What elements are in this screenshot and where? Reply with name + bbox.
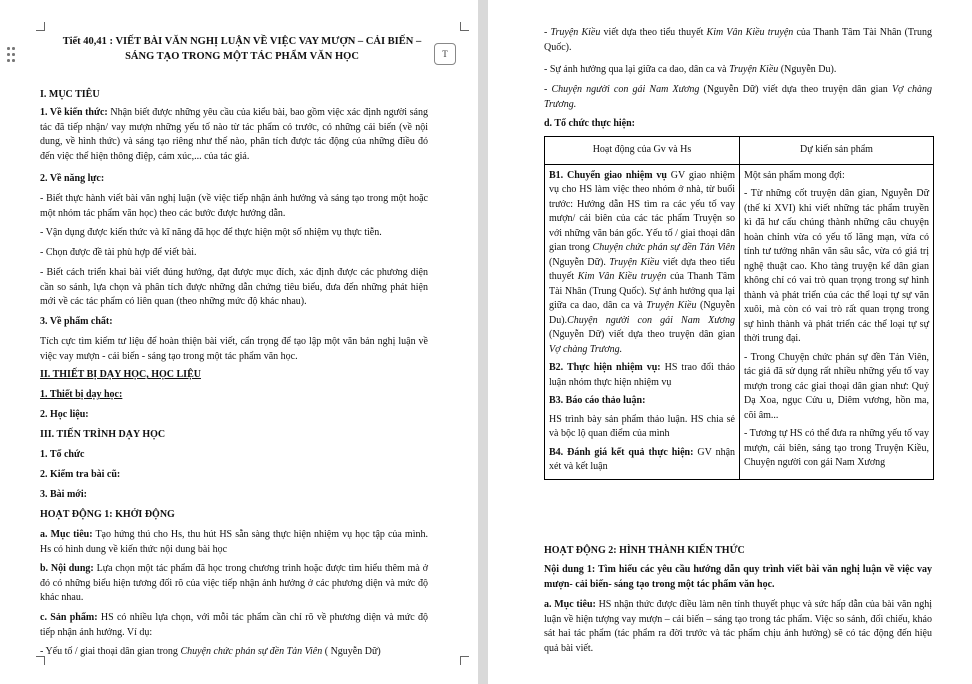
drag-handle-icon[interactable] [7,47,17,63]
paragraph: - Chọn được đề tài phù hợp để viết bài. [40,247,197,258]
italic-text: Truyện Kiều [550,27,601,38]
table-header-cell: Hoạt động của Gv và Hs [545,137,740,165]
label: B2. Thực hiện nhiệm vụ: [549,362,661,373]
paragraph: - Biết cách triển khai bài viết đúng hướng, đạt được mục đích, xác định được các phương diện cần so sánh, lựa chọn và phân tích được những dẫn chứng tiêu biểu, đưa đến những phát hiện mới về các tác phẩm có liên quan (theo những mức độ khác nhau). [40,267,428,307]
italic-text: Vợ chàng Trương. [544,84,932,110]
activity-heading: HOẠT ĐỘNG 1: KHỞI ĐỘNG [40,509,175,520]
product-text: - Tương tự HS có thể đưa ra những yếu tố vay mượn, cải biên, sáng tạo trong Truyện Kiều, Chuyện người con gái Nam Xương [744,428,929,468]
subheading: 3. Về phẩm chất: [40,316,113,327]
body-text: HS trao đổi thảo luận nhóm thực hiện nhiệm vụ [549,362,736,388]
table-header-row [545,137,934,165]
label: b. Nội dung: [40,563,94,574]
body-text: viết dựa theo tiểu thuyết [600,27,707,38]
paragraph [40,528,428,557]
paragraph [544,598,932,656]
table-row [545,164,934,479]
paragraph [544,26,932,55]
body-text: Lựa chọn một tác phẩm đã học trong chương trình hoặc được tìm hiểu thêm mà ở đó có những biểu hiện tương đối rõ của việc tiếp nhận ảnh hưởng ở các phương diện và mức độ khác nhau. [40,563,428,603]
document-page-right [488,0,972,684]
lesson-title [48,34,436,64]
title-line: Tiết 40,41 : VIẾT BÀI VĂN NGHỊ LUẬN VỀ VIỆC VAY MƯỢN – CẢI BIẾN – [62,36,422,47]
body-text: HS có nhiều lựa chọn, với mỗi tác phẩm cần chỉ rõ về phương diện và mức độ tiếp nhận ảnh hưởng. Ví dụ: [40,612,428,638]
italic-text: Chuyện người con gái Nam Xương [567,314,735,326]
italic-text: Truyện Kiều [729,64,779,75]
step-b1 [549,169,735,358]
body-text: GV giao nhiệm vụ cho HS làm việc theo nhóm ở nhà, từ buổi trước: Hướng dẫn HS tìm ra các yếu tố vay mượn/ cải biên của các tác phẩm Truyện so với những văn bản gốc. Yếu tố / giai thoại dân gian trong [549,169,735,253]
margin-corner-mark [460,22,469,31]
section-heading: II. THIẾT BỊ DẠY HỌC, HỌC LIỆU [40,369,201,380]
ai-assist-button[interactable] [434,43,456,65]
activity-heading: HOẠT ĐỘNG 2: HÌNH THÀNH KIẾN THỨC [544,545,745,556]
paragraph [544,63,932,78]
label: B4. Đánh giá kết quả thực hiện: [549,446,694,458]
paragraph [40,645,428,660]
subheading: 2. Học liệu: [40,409,89,420]
body-text: GV nhận xét và kết luận [549,446,736,472]
body-text: viết dựa theo tiểu thuyết [549,256,735,282]
body-text: - Sự ảnh hưởng qua lại giữa ca dao, dân ca và [544,64,730,75]
subheading: 1. Tổ chức [40,449,85,460]
step-b4 [549,446,735,475]
product-text: - Từ những cốt truyện dân gian, Nguyễn Dữ (thế kỉ XVI) khi viết những tác phẩm truyền kì đã hư cấu chúng thành những câu chuyện hoàn chỉnh vừa có yếu tố lãng mạn, vừa có tính tư tưởng nhân văn sâu sắc, vừa có giá trị nghệ thuật cao. Kho tàng truyện kể dân gian không chỉ có vai trò quan trọng trong sự hình thành và phát triển của các thể loại tự sự văn xuôi, mà còn có vai trò rất quan trọng trong sự hình thành và phát triển các thể loại tự sự thời trung đại. [744,188,929,344]
label: a. Mục tiêu: [544,599,596,610]
margin-corner-mark [460,656,469,665]
product-text: Một sản phẩm mong đợi: [744,169,845,181]
body-text: - [544,27,551,38]
italic-text: - Chuyện người con gái Nam Xương [544,84,700,95]
body-text: ( Nguyễn Dữ) [322,646,381,657]
body-text: (Nguyễn Dữ). [549,256,610,268]
italic-text: Truyện Kiều [609,256,660,268]
body-text: của Thanh Tâm Tài Nhân (Trung Quốc). Sự ảnh hưởng qua lại giữa ca dao, dân ca và [549,271,735,311]
activity-table [544,136,934,480]
italic-text: Kim Vân Kiều truyện [577,271,667,282]
paragraph [40,611,428,640]
table-cell-activities [545,164,740,479]
section-heading: I. MỤC TIÊU [40,89,100,100]
table-cell-products [740,164,934,479]
paragraph [40,562,428,606]
paragraph: Tích cực tìm kiếm tư liệu để hoàn thiện bài viết, cẩn trọng để tạo lập một văn bản nghị luận về việc vay mượn - cải biến - sáng tạo trong một tác phẩm văn học. [40,336,428,362]
table-header-cell: Dự kiến sản phẩm [740,137,934,165]
title-line: SÁNG TẠO TRONG MỘT TÁC PHẨM VĂN HỌC [125,51,359,62]
body-text: HS nhận thức được điều làm nên tính thuyết phục và sức hấp dẫn của bài văn nghị luận về hiện tượng vay mượn – cải biến – sáng tạo trong tác phẩm. Việc so sánh, đối chiếu, khảo sát hai tác phẩm (tác phẩm ra đời trước và tác phẩm chịu ảnh hưởng) sẽ có tác động đến hiệu quả bài viết. [544,599,932,654]
margin-corner-mark [36,22,45,31]
label: a. Mục tiêu: [40,529,93,540]
italic-text: Chuyện chức phán sự đền Tản Viên [180,646,323,657]
body-text: của Thanh Tâm Tài Nhân (Trung Quốc). [544,27,932,53]
paragraph [544,83,932,112]
italic-text: Kim Vân Kiều truyện [706,27,794,38]
subheading: 3. Bài mới: [40,489,87,500]
step-b3-label: B3. Báo cáo thảo luận: [549,395,646,406]
content-heading: Nội dung 1: Tìm hiểu các yêu cầu hướng dẫn quy trình viết bài văn nghị luận về việc vay mượn- cải biến- sáng tạo trong một tác phẩm văn học. [544,564,932,590]
step-b2 [549,361,735,390]
label: c. Sản phẩm: [40,612,98,623]
product-text: - Trong Chuyện chức phán sự đền Tản Viên, tác giả đã sử dụng rất nhiều những yếu tố vay mượn trong các giai thoại dân gian như: Quỷ Dạ Xoa, ngục Cửu u, Diêm vương, hồn ma, cõi âm... [744,351,929,421]
body-text: (Nguyễn Dữ) viết dựa theo truyện dân gian [699,84,892,95]
page-gap [478,0,488,684]
section-heading: III. TIẾN TRÌNH DẠY HỌC [40,429,166,440]
step-b3-text: HS trình bày sản phẩm thảo luận. HS chia sẻ và bộc lộ quan điểm của mình [549,413,735,439]
italic-text: Chuyện chức phán sự đền Tản Viên [592,242,735,253]
italic-text: Truyện Kiều [646,300,697,311]
subheading: 2. Về năng lực: [40,173,105,184]
body-text: (Nguyễn Du). [778,64,837,75]
body-text: (Nguyễn Dữ) viết dựa theo truyện dân gian [549,329,735,340]
italic-text: Vợ chàng Trương. [549,343,623,355]
ai-edit-icon: T [442,49,448,59]
body-text: - Yếu tố / giai thoại dân gian trong [40,646,181,657]
body-text: (Nguyễn Du). [549,300,735,326]
body-text: Tạo hứng thú cho Hs, thu hút HS sẵn sàng thực hiện nhiệm vụ học tập của mình. Hs có hình dung về kiến thức nội dung bài học [40,529,428,555]
subheading: 2. Kiểm tra bài cũ: [40,469,121,480]
document-page-left [0,0,478,684]
subheading: d. Tổ chức thực hiện: [544,118,635,129]
body-text: Nhận biết được những yêu cầu của kiểu bài, bao gồm việc xác định người sáng tác đã tiếp nhận/ vay mượn những yếu tố nào từ tác phẩm có trước, có những cải biến (về nội dung, về hình thức) và sáng tạo riêng như thế nào, phân tích được tác động của những điều đó đến việc thể hiện thông điệp, cảm xúc,... của tác giả. [40,107,428,162]
subheading: 1. Thiết bị dạy học: [40,389,123,400]
label: B1. Chuyển giao nhiệm vụ [549,169,667,181]
paragraph-kien-thuc [40,106,428,164]
label: 1. Về kiến thức: [40,107,108,118]
paragraph: - Vận dụng được kiến thức và kĩ năng đã học để thực hiện một số nhiệm vụ thực tiễn. [40,227,382,238]
paragraph: - Biết thực hành viết bài văn nghị luận (về việc tiếp nhận ảnh hưởng và sáng tạo trong một hoặc một nhóm tác phẩm văn học) theo các bước được hướng dẫn. [40,193,428,219]
